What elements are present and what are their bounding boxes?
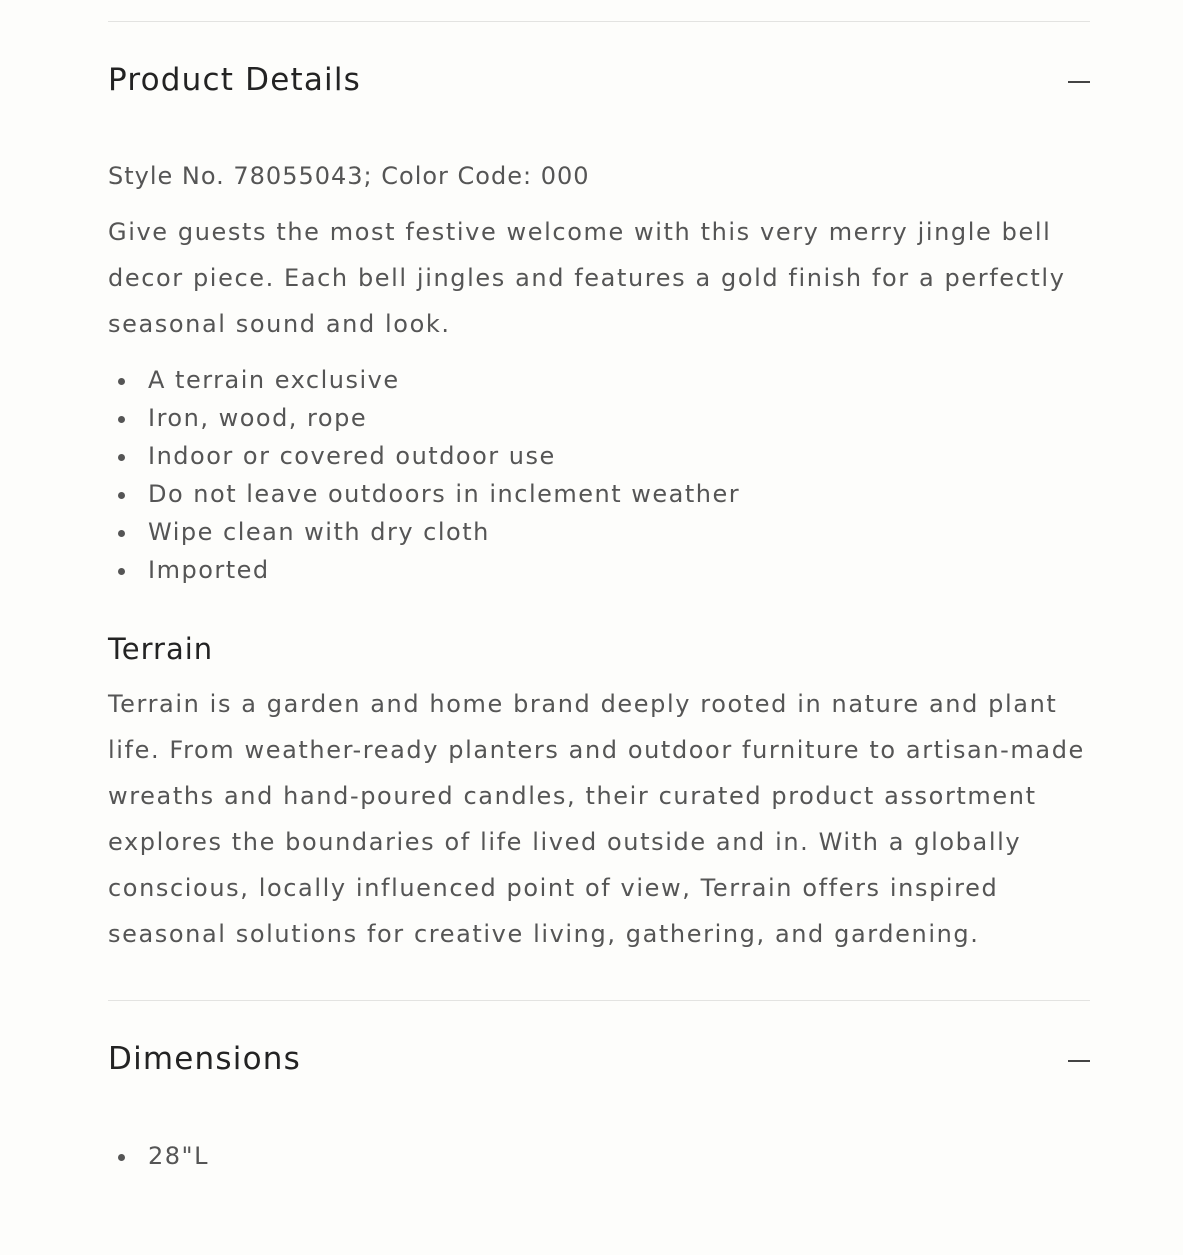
list-item: Wipe clean with dry cloth xyxy=(108,513,1090,551)
list-item: Iron, wood, rope xyxy=(108,399,1090,437)
feature-list xyxy=(108,361,1090,589)
list-item: Indoor or covered outdoor use xyxy=(108,437,1090,475)
dimensions-title: Dimensions xyxy=(108,1041,301,1077)
list-item: 28"L xyxy=(108,1137,1090,1175)
brand-heading: Terrain xyxy=(108,632,214,666)
list-item: A terrain exclusive xyxy=(108,361,1090,399)
list-item: Imported xyxy=(108,551,1090,589)
product-info-accordion xyxy=(108,0,1090,1175)
brand-description: Terrain is a garden and home brand deeply rooted in nature and plant life. From weather-ready planters and outdoor furniture to artisan-made wreaths and hand-poured candles, their curated product assortment explores the boundaries of life lived outside and in. With a globally conscious, locally influenced point of view, Terrain offers inspired seasonal solutions for creative living, gathering, and gardening. xyxy=(108,690,1085,948)
list-item: Do not leave outdoors in inclement weather xyxy=(108,475,1090,513)
style-number: Style No. 78055043; Color Code: 000 xyxy=(108,162,590,190)
product-details-header[interactable] xyxy=(108,22,1090,144)
dimensions-header[interactable] xyxy=(108,1001,1090,1123)
product-details-panel xyxy=(108,162,1090,957)
minus-icon[interactable] xyxy=(1068,1060,1090,1062)
dimensions-list xyxy=(108,1137,1090,1175)
minus-icon[interactable] xyxy=(1068,81,1090,83)
product-description: Give guests the most festive welcome with this very merry jingle bell decor piece. Each bell jingles and features a gold finish for a perfectly seasonal sound and look. xyxy=(108,218,1066,338)
product-details-title: Product Details xyxy=(108,62,362,98)
